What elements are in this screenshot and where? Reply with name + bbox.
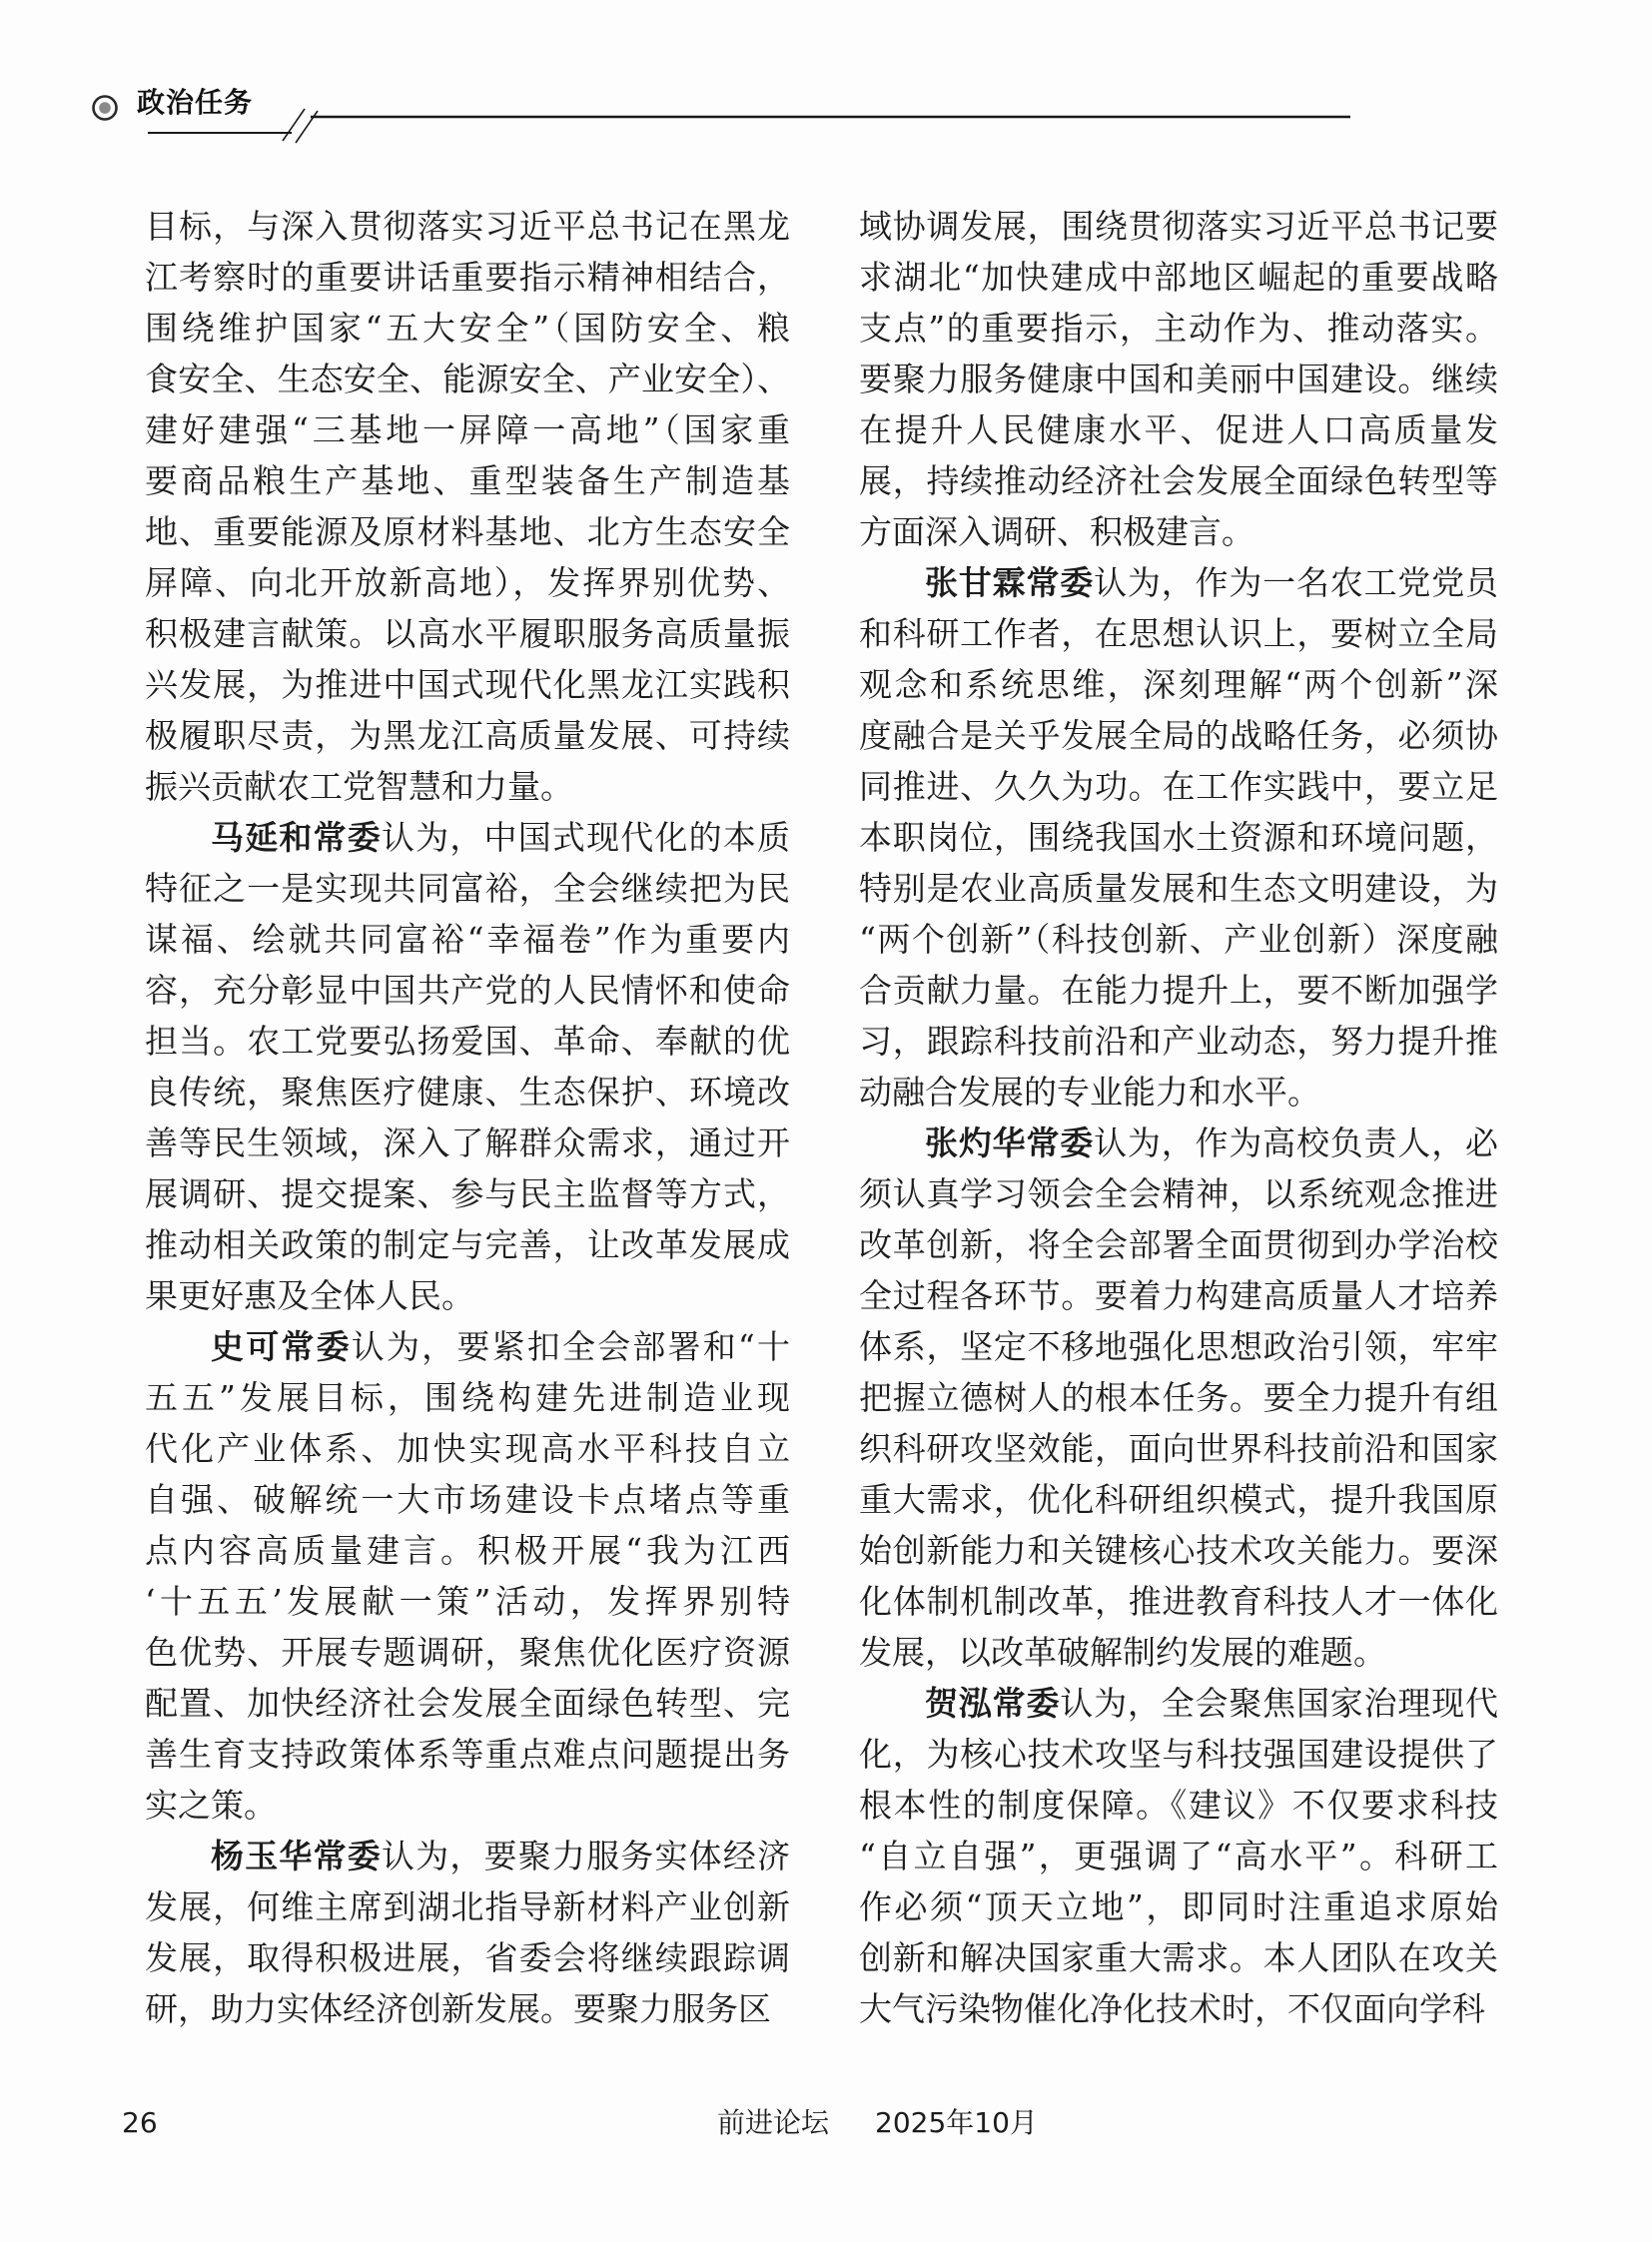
member-name: 张灼华常委 xyxy=(925,1123,1095,1162)
text-line: 自强、破解统一大市场建设卡点堵点等重 xyxy=(145,1480,790,1519)
text-line: 同推进、久久为功。在工作实践中，要立足 xyxy=(859,767,1498,806)
text-line: 张甘霖常委认为，作为一名农工党党员 xyxy=(925,563,1498,602)
text-line: 须认真学习领会全会精神，以系统观念推进 xyxy=(859,1174,1498,1213)
page-header xyxy=(0,0,1652,150)
page-footer xyxy=(0,2105,1652,2149)
text-line: 重大需求，优化科研组织模式，提升我国原 xyxy=(859,1480,1498,1519)
text-line: 目标，与深入贯彻落实习近平总书记在黑龙 xyxy=(145,207,790,246)
text-line: 史可常委认为，要紧扣全会部署和“十 xyxy=(211,1327,790,1366)
text-line: 观念和系统思维，深刻理解“两个创新”深 xyxy=(859,665,1498,704)
bullseye-icon xyxy=(94,97,117,120)
text-line: 化体制机制改革，推进教育科技人才一体化 xyxy=(859,1582,1498,1621)
text-line: 要商品粮生产基地、重型装备生产制造基 xyxy=(145,461,790,500)
text-line: 杨玉华常委认为，要聚力服务实体经济 xyxy=(211,1837,790,1875)
member-name: 贺泓常委 xyxy=(925,1684,1061,1723)
text-line: 求湖北“加快建成中部地区崛起的重要战略 xyxy=(859,258,1498,297)
text-line: 良传统，聚焦医疗健康、生态保护、环境改 xyxy=(145,1073,790,1112)
text-line: 展调研、提交提案、参与民主监督等方式， xyxy=(145,1174,790,1213)
journal-title: 前进论坛 xyxy=(717,2106,830,2139)
text-line: 域协调发展，围绕贯彻落实习近平总书记要 xyxy=(859,207,1498,246)
text-line: 积极建言献策。以高水平履职服务高质量振 xyxy=(145,614,790,653)
member-name: 马延和常委 xyxy=(211,818,382,857)
header-decoration xyxy=(0,0,1398,160)
text-line: 色优势、开展专题调研，聚焦优化医疗资源 xyxy=(145,1633,790,1672)
paragraph xyxy=(145,1831,790,2034)
text-line: 围绕维护国家“五大安全”（国防安全、粮 xyxy=(145,309,790,348)
text-line: 织科研攻坚效能，面向世界科技前沿和国家 xyxy=(859,1429,1498,1468)
paragraph xyxy=(859,557,1498,1118)
text-line: 在提升人民健康水平、促进人口高质量发 xyxy=(859,410,1498,449)
text-line: 创新和解决国家重大需求。本人团队在攻关 xyxy=(859,1938,1498,1977)
text-line: 全过程各环节。要着力构建高质量人才培养 xyxy=(859,1276,1498,1315)
text-line: 善等民生领域，深入了解群众需求，通过开 xyxy=(145,1123,790,1162)
text-line: 发展，以改革破解制约发展的难题。 xyxy=(859,1633,1386,1672)
text-line: 把握立德树人的根本任务。要全力提升有组 xyxy=(859,1378,1498,1417)
text-line: 容，充分彰显中国共产党的人民情怀和使命 xyxy=(145,971,790,1010)
text-line: 食安全、生态安全、能源安全、产业安全）、 xyxy=(145,360,790,398)
text-line: 研，助力实体经济创新发展。要聚力服务区 xyxy=(145,1989,771,2028)
text-line: ‘十五五’发展献一策”活动，发挥界别特 xyxy=(145,1582,790,1621)
text-line: 展，持续推动经济社会发展全面绿色转型等 xyxy=(859,461,1498,500)
text-line: 体系，坚定不移地强化思想政治引领，牢牢 xyxy=(859,1327,1498,1366)
text-line: 兴发展，为推进中国式现代化黑龙江实践积 xyxy=(145,665,790,704)
text-line: 发展，取得积极进展，省委会将继续跟踪调 xyxy=(145,1938,790,1977)
text-line: 和科研工作者，在思想认识上，要树立全局 xyxy=(859,614,1498,653)
member-name: 史可常委 xyxy=(211,1327,352,1366)
footer-center xyxy=(717,2105,1038,2141)
section-rule xyxy=(148,109,1350,143)
text-line: 点内容高质量建言。积极开展“我为江西 xyxy=(145,1531,790,1570)
text-line: 根本性的制度保障。《建议》不仅要求科技 xyxy=(859,1786,1498,1825)
text-line: 支点”的重要指示，主动作为、推动落实。 xyxy=(859,309,1498,348)
text-line: 习，跟踪科技前沿和产业动态，努力提升推 xyxy=(859,1022,1498,1061)
text-line: 特征之一是实现共同富裕，全会继续把为民 xyxy=(145,869,790,908)
text-line: 合贡献力量。在能力提升上，要不断加强学 xyxy=(859,971,1498,1010)
paragraph xyxy=(859,201,1498,557)
text-line: 始创新能力和关键核心技术攻关能力。要深 xyxy=(859,1531,1498,1570)
text-line: 果更好惠及全体人民。 xyxy=(145,1276,474,1315)
text-line: 动融合发展的专业能力和水平。 xyxy=(859,1073,1320,1112)
section-label: 政治任务 xyxy=(137,86,254,119)
text-line: 建好建强“三基地一屏障一高地”（国家重 xyxy=(145,410,790,449)
text-line: “两个创新”（科技创新、产业创新）深度融 xyxy=(859,920,1498,959)
text-line: 担当。农工党要弘扬爱国、革命、奉献的优 xyxy=(145,1022,790,1061)
text-line: 振兴贡献农工党智慧和力量。 xyxy=(145,767,573,806)
text-line: 推动相关政策的制定与完善，让改革发展成 xyxy=(145,1225,790,1264)
member-name: 张甘霖常委 xyxy=(925,563,1095,602)
text-line: 代化产业体系、加快实现高水平科技自立 xyxy=(145,1429,790,1468)
paragraph xyxy=(859,1678,1498,2034)
text-line: 要聚力服务健康中国和美丽中国建设。继续 xyxy=(859,360,1498,398)
text-line: 作必须“顶天立地”，即同时注重追求原始 xyxy=(859,1887,1498,1926)
text-line: 张灼华常委认为，作为高校负责人，必 xyxy=(925,1123,1498,1162)
text-line: 发展，何维主席到湖北指导新材料产业创新 xyxy=(145,1887,790,1926)
text-line: “自立自强”，更强调了“高水平”。科研工 xyxy=(859,1837,1498,1875)
text-line: 方面深入调研、积极建言。 xyxy=(859,512,1254,551)
article-column-right xyxy=(859,201,1498,2034)
text-line: 谋福、绘就共同富裕“幸福卷”作为重要内 xyxy=(145,920,790,959)
text-line: 度融合是关乎发展全局的战略任务，必须协 xyxy=(859,716,1498,755)
text-line: 善生育支持政策体系等重点难点问题提出务 xyxy=(145,1735,790,1774)
text-line: 改革创新，将全会部署全面贯彻到办学治校 xyxy=(859,1225,1498,1264)
issue-date: 2025年10月 xyxy=(875,2106,1038,2139)
text-line: 配置、加快经济社会发展全面绿色转型、完 xyxy=(145,1684,790,1723)
member-name: 杨玉华常委 xyxy=(211,1837,382,1875)
text-line: 特别是农业高质量发展和生态文明建设，为 xyxy=(859,869,1498,908)
article-column-left xyxy=(145,201,790,2034)
paragraph xyxy=(859,1118,1498,1678)
text-line: 地、重要能源及原材料基地、北方生态安全 xyxy=(145,512,790,551)
paragraph xyxy=(145,812,790,1321)
text-line: 贺泓常委认为，全会聚焦国家治理现代 xyxy=(925,1684,1498,1723)
text-line: 本职岗位，围绕我国水土资源和环境问题， xyxy=(859,818,1498,857)
page-number: 26 xyxy=(122,2106,158,2139)
text-line: 江考察时的重要讲话重要指示精神相结合， xyxy=(145,258,790,297)
paragraph xyxy=(145,201,790,812)
text-line: 实之策。 xyxy=(145,1786,277,1825)
text-line: 屏障、向北开放新高地），发挥界别优势、 xyxy=(145,563,790,602)
text-line: 极履职尽责，为黑龙江高质量发展、可持续 xyxy=(145,716,790,755)
text-line: 马延和常委认为，中国式现代化的本质 xyxy=(211,818,790,857)
text-line: 化，为核心技术攻坚与科技强国建设提供了 xyxy=(859,1735,1498,1774)
text-line: 大气污染物催化净化技术时，不仅面向学科 xyxy=(859,1989,1485,2028)
paragraph xyxy=(145,1321,790,1831)
text-line: 五五”发展目标，围绕构建先进制造业现 xyxy=(145,1378,790,1417)
